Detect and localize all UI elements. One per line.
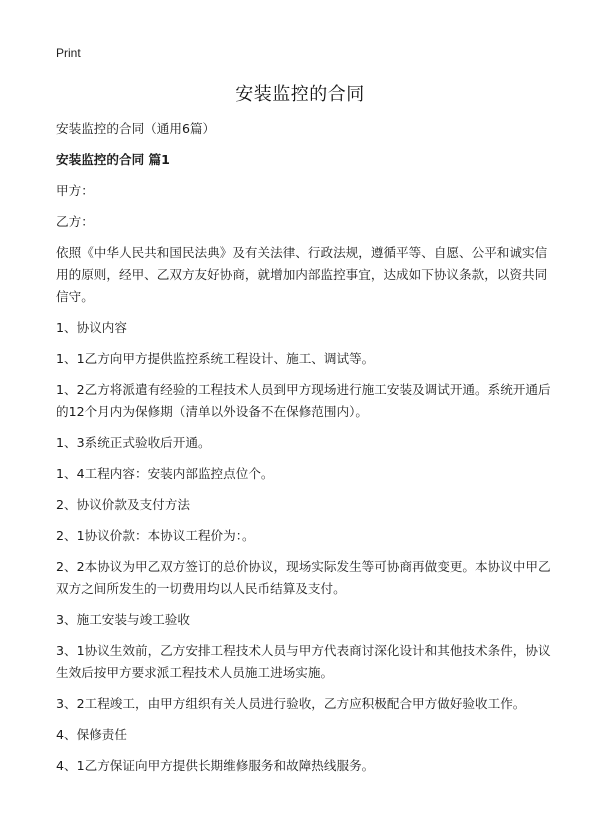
clause-2-1: 2、1协议价款：本协议工程价为：。 bbox=[56, 528, 255, 543]
clause-4-1: 4、1乙方保证向甲方提供长期维修服务和故障热线服务。 bbox=[56, 758, 375, 773]
clause-1-4: 1、4工程内容：安装内部监控点位个。 bbox=[56, 466, 274, 481]
clause-3-1: 3、1协议生效前，乙方安排工程技术人员与甲方代表商讨深化设计和其他技术条件，协议生效后按甲方要求派工程技术人员施工进场实施。 bbox=[56, 643, 551, 680]
clause-heading-1: 1、协议内容 bbox=[56, 320, 127, 335]
section-heading: 安装监控的合同 篇1 bbox=[56, 152, 170, 167]
clause-heading-4: 4、保修责任 bbox=[56, 727, 127, 742]
document-body bbox=[56, 118, 554, 786]
clause-1-2: 1、2乙方将派遣有经验的工程技术人员到甲方现场进行施工安装及调试开通。系统开通后的12个月内为保修期（清单以外设备不在保修范围内）。 bbox=[56, 382, 551, 419]
document-subtitle: 安装监控的合同（通用6篇） bbox=[56, 121, 216, 136]
clause-1-1: 1、1乙方向甲方提供监控系统工程设计、施工、调试等。 bbox=[56, 351, 375, 366]
clause-1-3: 1、3系统正式验收后开通。 bbox=[56, 435, 211, 450]
document-title: 安装监控的合同 bbox=[235, 84, 365, 105]
clause-heading-3: 3、施工安装与竣工验收 bbox=[56, 612, 190, 627]
party-a-line: 甲方： bbox=[56, 183, 94, 198]
clause-2-2: 2、2本协议为甲乙双方签订的总价协议，现场实际发生等可协商再做变更。本协议中甲乙双方之间所发生的一切费用均以人民币结算及支付。 bbox=[56, 559, 551, 596]
clause-heading-2: 2、协议价款及支付方法 bbox=[56, 497, 190, 512]
clause-3-2: 3、2工程竣工，由甲方组织有关人员进行验收，乙方应积极配合甲方做好验收工作。 bbox=[56, 696, 526, 711]
print-label: Print bbox=[56, 46, 81, 60]
preamble-paragraph: 依照《中华人民共和国民法典》及有关法律、行政法规，遵循平等、自愿、公平和诚实信用的原则，经甲、乙双方友好协商，就增加内部监控事宜，达成如下协议条款，以资共同信守。 bbox=[56, 245, 548, 304]
party-b-line: 乙方： bbox=[56, 214, 94, 229]
